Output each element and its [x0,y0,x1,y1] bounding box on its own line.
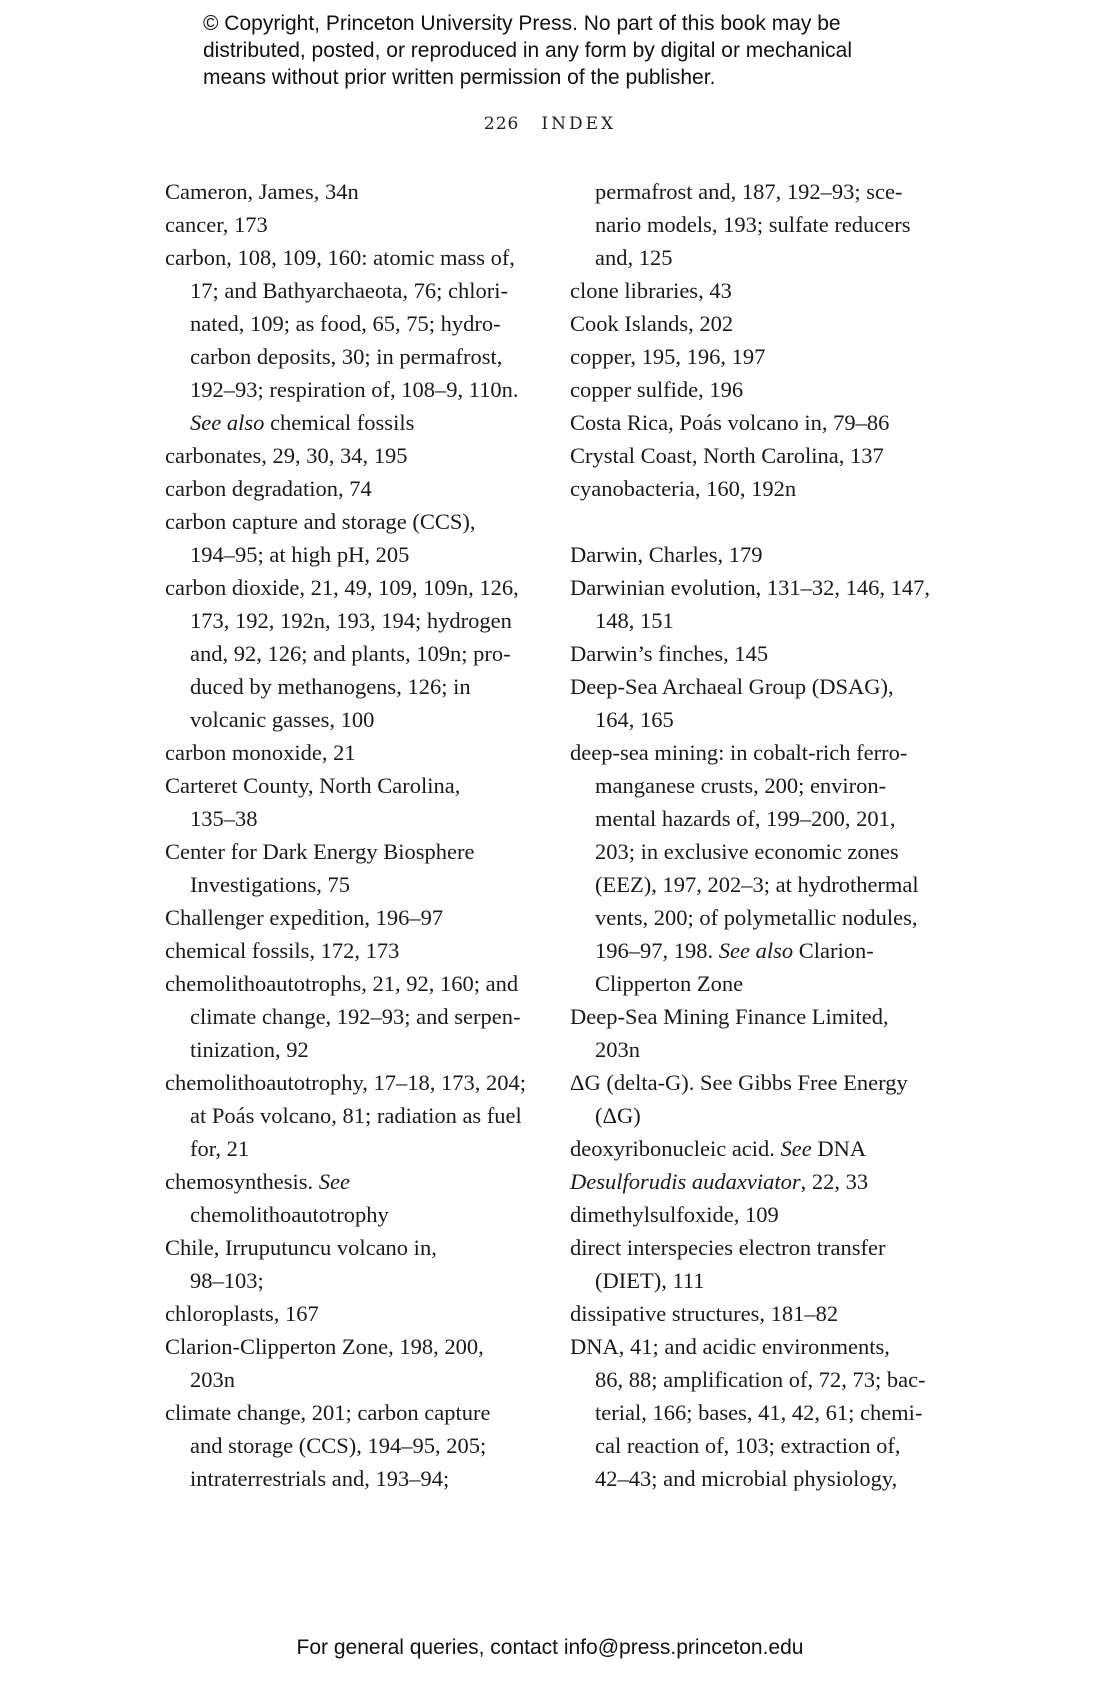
index-entry [570,307,950,340]
index-column-right [570,175,950,1495]
index-entry [570,439,950,472]
index-entry-continuation: (ΔG) [595,1103,641,1128]
index-entry-line: ΔG (delta-G). See Gibbs Free Energy [570,1070,908,1095]
index-entry-continuation: 135–38 [190,806,258,831]
index-entry-line: DNA, 41; and acidic environments, [570,1334,890,1359]
index-entry-continuation: 17; and Bathyarchaeota, 76; chlori- [190,278,509,303]
index-entry [165,1396,545,1495]
index-group-c [570,274,950,505]
index-entry-line: direct interspecies electron transfer [570,1235,886,1260]
index-entry-continuation: (DIET), 111 [595,1268,705,1293]
running-head [0,114,1100,134]
index-entry-continuation: 203; in exclusive economic zones [595,839,899,864]
index-entry-line: Deep-Sea Mining Finance Limited, [570,1004,889,1029]
index-entry [165,967,545,1066]
index-entry-line: Costa Rica, Poás volcano in, 79–86 [570,410,890,435]
index-entry-line: carbon dioxide, 21, 49, 109, 109n, 126, [165,575,519,600]
index-entry-line: dimethylsulfoxide, 109 [570,1202,779,1227]
index-entry [165,208,545,241]
index-column-left [165,175,545,1495]
index-entry-line: Cook Islands, 202 [570,311,734,336]
index-entry-line: Darwin, Charles, 179 [570,542,763,567]
index-entry-line: Challenger expedition, 196–97 [165,905,444,930]
index-entry-line: carbon capture and storage (CCS), [165,509,476,534]
index-entry-line: cyanobacteria, 160, 192n [570,476,797,501]
section-title: INDEX [541,114,617,134]
index-entry [165,901,545,934]
index-entry-line: Desulforudis audaxviator, 22, 33 [570,1169,869,1194]
index-entry [570,472,950,505]
index-entry-line: carbon, 108, 109, 160: atomic mass of, [165,245,515,270]
index-entry-continuation: 42–43; and microbial physiology, [595,1466,898,1491]
index-entry-continuation: 192–93; respiration of, 108–9, 110n. [190,377,519,402]
notice-line: means without prior written permission of the publisher. [203,66,716,89]
index-entry-line: copper sulfide, 196 [570,377,744,402]
index-entry-line: chemical fossils, 172, 173 [165,938,400,963]
index-entry-line: carbon degradation, 74 [165,476,372,501]
index-entry-line: Darwinian evolution, 131–32, 146, 147, [570,575,930,600]
index-entry-line: Darwin’s finches, 145 [570,641,769,666]
index-entry [570,1231,950,1297]
index-entry [570,1000,950,1066]
index-entry [570,340,950,373]
index-entry-continuation: cal reaction of, 103; extraction of, [595,1433,901,1458]
index-entry [570,637,950,670]
index-entry-line: Center for Dark Energy Biosphere [165,839,475,864]
index-entry-line: climate change, 201; carbon capture [165,1400,491,1425]
index-entry-line: chloroplasts, 167 [165,1301,319,1326]
index-entry-line: cancer, 173 [165,212,268,237]
index-entry-continuation: climate change, 192–93; and serpen- [190,1004,521,1029]
index-entry-continuation: manganese crusts, 200; environ- [595,773,887,798]
index-entry-continuation: 196–97, 198. See also Clarion- [595,938,874,963]
index-entry [570,1297,950,1330]
index-entry [165,1231,545,1297]
index-entry-continuation: and, 125 [595,245,673,270]
index-entry [570,571,950,637]
index-entry-line: deoxyribonucleic acid. See DNA [570,1136,867,1161]
index-entry [570,1330,950,1495]
index-entry [165,241,545,439]
index-entry [165,1297,545,1330]
index-entry [570,670,950,736]
index-entry [570,1198,950,1231]
index-entry [165,472,545,505]
index-entry-continuation: at Poás volcano, 81; radiation as fuel [190,1103,522,1128]
index-entry [570,406,950,439]
index-entry [165,1165,545,1231]
page-number: 226 [483,114,520,134]
index-entry [570,274,950,307]
index-entry [165,175,545,208]
index-entry-line: Chile, Irruputuncu volcano in, [165,1235,437,1260]
index-entry-continuation: mental hazards of, 199–200, 201, [595,806,896,831]
index-entry-line: copper, 195, 196, 197 [570,344,766,369]
letter-gap [570,505,950,538]
index-entry [570,1066,950,1132]
index-entry-line: deep-sea mining: in cobalt-rich ferro- [570,740,908,765]
index-entry [570,1165,950,1198]
notice-line: © Copyright, Princeton University Press. No part of this book may be [203,12,841,35]
copyright-notice [203,10,923,91]
footer-contact: For general queries, contact info@press.princeton.edu [296,1636,804,1659]
index-entry-line: Deep-Sea Archaeal Group (DSAG), [570,674,894,699]
index-entry [165,1330,545,1396]
index-entry [165,736,545,769]
index-entry-continuation: carbon deposits, 30; in permafrost, [190,344,503,369]
notice-line: distributed, posted, or reproduced in any form by digital or mechanical [203,39,853,62]
index-entry-continuation: 173, 192, 192n, 193, 194; hydrogen [190,608,512,633]
index-entry-continuation: 203n [595,1037,640,1062]
index-entry-line: chemolithoautotrophs, 21, 92, 160; and [165,971,519,996]
index-entry-continuation: chemolithoautotrophy [190,1202,389,1227]
index-entry-line: clone libraries, 43 [570,278,732,303]
index-entry-continuation: intraterrestrials and, 193–94; [190,1466,450,1491]
continued-entry [570,175,950,274]
index-entry [570,1132,950,1165]
index-entry [165,934,545,967]
index-entry-line: chemolithoautotrophy, 17–18, 173, 204; [165,1070,526,1095]
index-entry [570,373,950,406]
index-entry [165,835,545,901]
index-entry-continuation: Investigations, 75 [190,872,350,897]
index-entry-line: chemosynthesis. See [165,1169,350,1194]
index-entry [165,505,545,571]
index-entry-line: carbonates, 29, 30, 34, 195 [165,443,408,468]
index-entry-continuation: 164, 165 [595,707,674,732]
index-entry-continuation: permafrost and, 187, 192–93; sce- [595,179,903,204]
index-entry [570,736,950,1000]
index-entry-line: Carteret County, North Carolina, [165,773,461,798]
index-entry-continuation: 203n [190,1367,235,1392]
index-entry-continuation: 148, 151 [595,608,674,633]
index-entry-continuation: for, 21 [190,1136,250,1161]
index-entry-continuation: nated, 109; as food, 65, 75; hydro- [190,311,501,336]
index-entry-continuation: and, 92, 126; and plants, 109n; pro- [190,641,511,666]
index-entry-continuation: terial, 166; bases, 41, 42, 61; chemi- [595,1400,923,1425]
index-entry-continuation: 86, 88; amplification of, 72, 73; bac- [595,1367,926,1392]
index-entry-continuation: vents, 200; of polymetallic nodules, [595,905,918,930]
index-entry [165,769,545,835]
index-entry-continuation: tinization, 92 [190,1037,309,1062]
index-entry [165,439,545,472]
index-entry-continuation: nario models, 193; sulfate reducers [595,212,911,237]
index-entry-continuation: and storage (CCS), 194–95, 205; [190,1433,487,1458]
index-entry-line: dissipative structures, 181–82 [570,1301,839,1326]
index-entry [570,538,950,571]
index-entry-continuation: volcanic gasses, 100 [190,707,375,732]
index-entry-continuation: 98–103; [190,1268,264,1293]
index-entry-continuation: Clipperton Zone [595,971,744,996]
index-entry-line: carbon monoxide, 21 [165,740,356,765]
index-entry-line: Cameron, James, 34n [165,179,359,204]
index-entry-continuation: See also chemical fossils [190,410,415,435]
index-group-d [570,538,950,1495]
index-entry-continuation: 194–95; at high pH, 205 [190,542,410,567]
index-entry-continuation: (EEZ), 197, 202–3; at hydrothermal [595,872,919,897]
index-entry-line: Crystal Coast, North Carolina, 137 [570,443,884,468]
index-entry [165,571,545,736]
index-entry [165,1066,545,1165]
index-entry-continuation: duced by methanogens, 126; in [190,674,471,699]
index-entry-line: Clarion-Clipperton Zone, 198, 200, [165,1334,484,1359]
